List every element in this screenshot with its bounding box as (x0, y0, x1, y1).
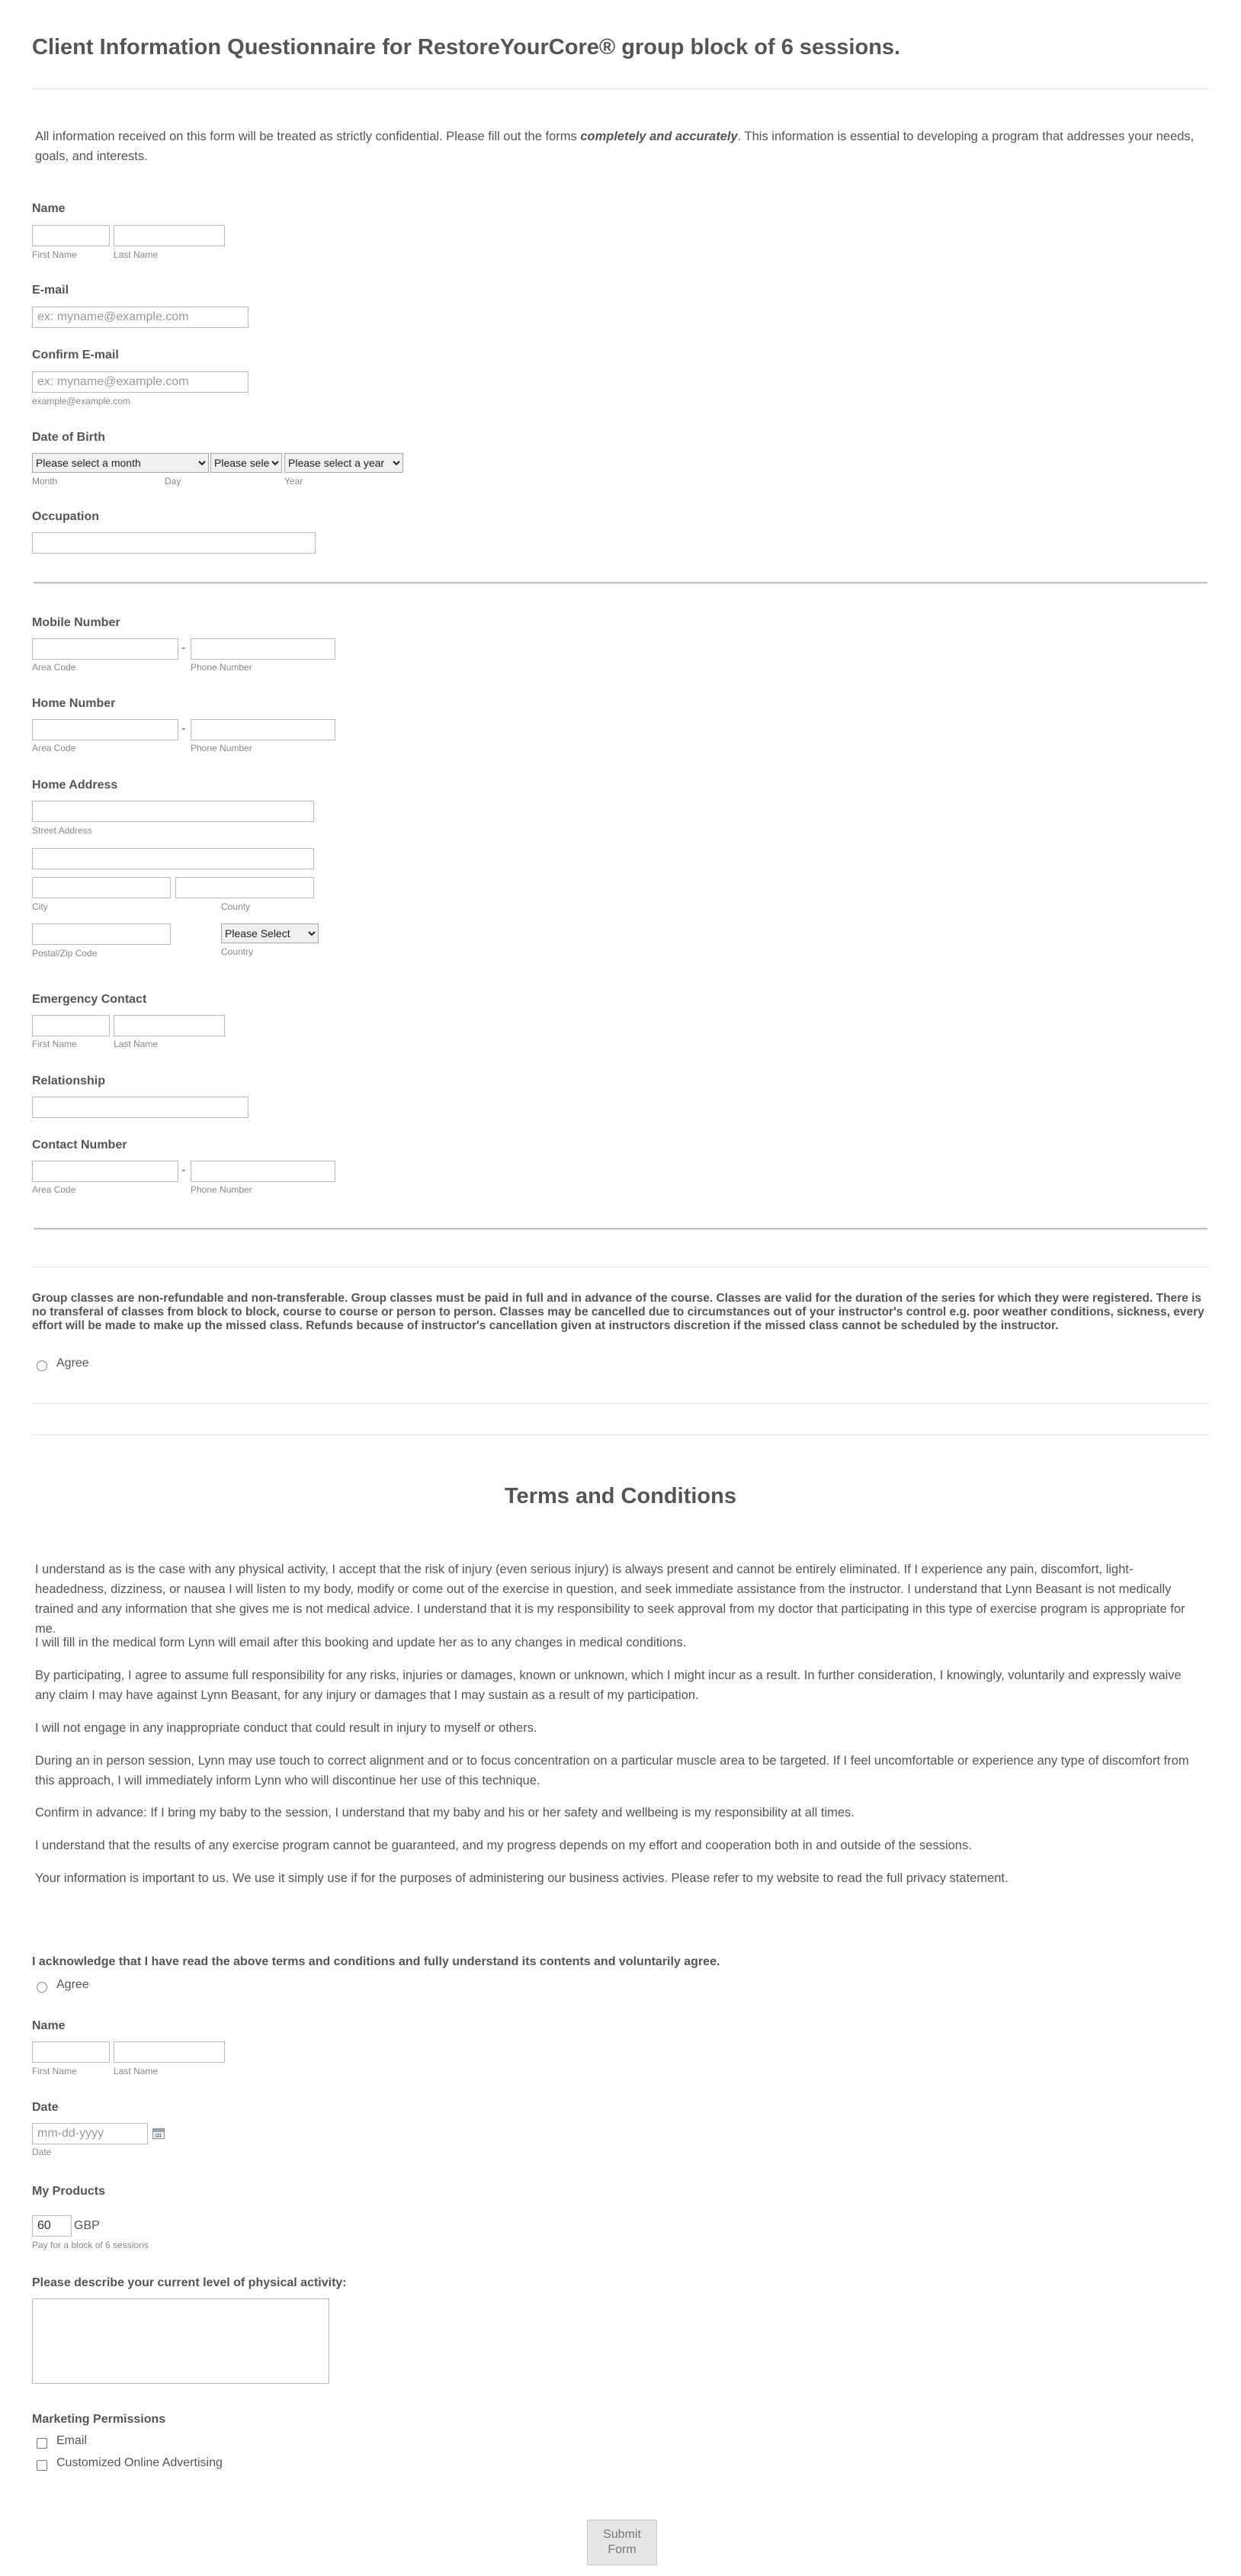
email-option-label[interactable]: Email (56, 2434, 88, 2447)
dob-month-sublabel: Month (32, 476, 58, 487)
mobile-label: Mobile Number (32, 616, 120, 629)
country-sublabel: Country (221, 946, 254, 957)
contact-number-label: Contact Number (32, 1139, 127, 1151)
terms-paragraph: Confirm in advance: If I bring my baby to the session, I understand that my baby and his or her safety and wellbeing is my responsibility at all times. (35, 1806, 855, 1820)
confirm-email-input[interactable] (32, 371, 249, 393)
phone-number-sublabel: Phone Number (191, 743, 252, 753)
contact-phone-input[interactable] (191, 1161, 335, 1182)
home-area-code-input[interactable] (32, 719, 178, 740)
last-name-input[interactable] (114, 225, 225, 246)
area-code-sublabel: Area Code (32, 1184, 76, 1195)
home-number-label: Home Number (32, 697, 116, 710)
first-name-input[interactable] (32, 225, 110, 246)
activity-textarea[interactable] (32, 2298, 329, 2384)
dob-day-select[interactable] (210, 453, 282, 473)
email-input[interactable] (32, 307, 249, 328)
city-sublabel: City (32, 901, 48, 912)
contact-area-code-input[interactable] (32, 1161, 178, 1182)
date-label: Date (32, 2101, 59, 2114)
last-name-sublabel: Last Name (114, 249, 159, 260)
postal-code-sublabel: Postal/Zip Code (32, 948, 98, 959)
policy-text: Group classes are non-refundable and non-transferable. Group classes must be paid in full and in advance of the course. Classes are valid for the duration of the series for which they were registered. There is no transferal of classes from block to block, course to course or person to person. Classes may be cancelled due to circumstances out of your instructor's control e.g. poor weather conditions, sickness, every effort will be made to make up the missed class. Refunds because of instructor's cancellation given at instructors discretion if the missed class cannot be scheduled by the instructor. (32, 1292, 1204, 1332)
street-address-line2-input[interactable] (32, 848, 314, 869)
emergency-first-name-input[interactable] (32, 1015, 110, 1036)
acknowledge-agree-radio[interactable] (37, 1982, 47, 1993)
currency-label: GBP (74, 2219, 100, 2232)
county-input[interactable] (175, 877, 314, 898)
area-code-sublabel: Area Code (32, 743, 76, 753)
city-input[interactable] (32, 877, 171, 898)
last-name-sublabel: Last Name (114, 2066, 159, 2077)
advertising-option-label[interactable]: Customized Online Advertising (56, 2456, 223, 2469)
terms-paragraph: I understand as is the case with any physical activity, I accept that the risk of injury (even serious injury) is always present and cannot be entirely eliminated. If I experience any pain, discomfort, light-headedness, dizziness, or nausea I will listen to my body, modify or come out of the exercise in question, and seek immediate assistance from the instructor. I understand that Lynn Beasant is not medically trained and any information that she gives me is not medical advice. I understand that it is my responsibility to seek approval from my doctor that participating in this type of exercise program is appropriate for me. (35, 1563, 1185, 1636)
terms-paragraph: During an in person session, Lynn may use touch to correct alignment and or to focus concentration on a particular muscle area to be targeted. If I feel uncomfortable or experience any type of discomfort from this approach, I will immediately inform Lynn who will discontinue her use of this technique. (35, 1754, 1189, 1787)
home-address-label: Home Address (32, 779, 118, 792)
dob-month-select[interactable] (32, 453, 209, 473)
acknowledge-label: I acknowledge that I have read the above terms and conditions and fully understand its contents and voluntarily agree. (32, 1955, 720, 1968)
policy-agree-radio[interactable] (37, 1360, 47, 1371)
first-name-sublabel: First Name (32, 2066, 77, 2077)
occupation-input[interactable] (32, 532, 316, 554)
terms-paragraph: I will fill in the medical form Lynn will email after this booking and update her as to any changes in medical conditions. (35, 1636, 687, 1649)
dash: - (181, 1164, 186, 1177)
section-divider (34, 1228, 1207, 1230)
acknowledge-agree-label[interactable]: Agree (56, 1978, 89, 1991)
dob-year-select[interactable] (284, 453, 403, 473)
mobile-phone-input[interactable] (191, 638, 335, 660)
terms-paragraph: I will not engage in any inappropriate conduct that could result in injury to myself or others. (35, 1721, 537, 1735)
confirm-email-label: Confirm E-mail (32, 348, 119, 361)
products-label: My Products (32, 2185, 106, 2198)
home-phone-input[interactable] (191, 719, 335, 740)
occupation-label: Occupation (32, 510, 100, 523)
email-checkbox[interactable] (37, 2438, 47, 2449)
dob-label: Date of Birth (32, 431, 105, 444)
first-name-sublabel: First Name (32, 249, 77, 260)
form-title: Client Information Questionnaire for RestoreYourCore® group block of 6 sessions. (32, 35, 901, 59)
street-address-sublabel: Street Address (32, 825, 92, 836)
dash: - (181, 641, 186, 654)
terms-paragraph: Your information is important to us. We use it simply use if for the purposes of administering our business activies. Please refer to my website to read the full privacy statement. (35, 1871, 1009, 1885)
emergency-last-name-input[interactable] (114, 1015, 225, 1036)
mobile-area-code-input[interactable] (32, 638, 178, 660)
last-name-sublabel: Last Name (114, 1039, 159, 1049)
intro-text: All information received on this form will be treated as strictly confidential. Please fill out the forms completely and accurately. This information is essential to developing a program that addresses your needs, goals, and interests. (35, 130, 1195, 163)
phone-number-sublabel: Phone Number (191, 662, 252, 673)
advertising-checkbox[interactable] (37, 2460, 47, 2471)
country-select[interactable] (221, 923, 319, 943)
date-input[interactable] (32, 2123, 148, 2144)
signature-first-name-input[interactable] (32, 2041, 110, 2063)
terms-title: Terms and Conditions (505, 1484, 736, 1508)
confirm-email-sublabel: example@example.com (32, 396, 130, 406)
submit-button[interactable]: Submit Form (587, 2520, 657, 2565)
relationship-label: Relationship (32, 1074, 106, 1087)
emergency-contact-label: Emergency Contact (32, 993, 147, 1006)
terms-paragraph: By participating, I agree to assume full responsibility for any risks, injuries or damages, known or unknown, which I might incur as a result. In further consideration, I knowingly, voluntarily and expressly waive any claim I may have against Lynn Beasant, for any injury or damages that I may sustain as a result of my participation. (35, 1669, 1182, 1702)
signature-last-name-input[interactable] (114, 2041, 225, 2063)
calendar-icon[interactable] (152, 2128, 165, 2139)
divider (32, 88, 1209, 89)
quantity-input[interactable] (32, 2215, 72, 2237)
name-label: Name (32, 2019, 66, 2032)
dob-day-sublabel: Day (165, 476, 181, 487)
first-name-sublabel: First Name (32, 1039, 77, 1049)
product-description: Pay for a block of 6 sessions (32, 2240, 149, 2250)
name-label: Name (32, 202, 66, 215)
phone-number-sublabel: Phone Number (191, 1184, 252, 1195)
dob-year-sublabel: Year (284, 476, 303, 487)
postal-code-input[interactable] (32, 923, 171, 945)
policy-agree-label[interactable]: Agree (56, 1357, 89, 1370)
marketing-label: Marketing Permissions (32, 2413, 166, 2426)
activity-label: Please describe your current level of physical activity: (32, 2276, 347, 2289)
county-sublabel: County (221, 901, 251, 912)
relationship-input[interactable] (32, 1097, 249, 1118)
divider (32, 1434, 1209, 1435)
email-label: E-mail (32, 284, 69, 297)
street-address-input[interactable] (32, 801, 314, 822)
dash: - (181, 722, 186, 735)
divider (32, 1403, 1209, 1404)
area-code-sublabel: Area Code (32, 662, 76, 673)
date-sublabel: Date (32, 2147, 52, 2157)
section-divider (34, 582, 1207, 584)
terms-paragraph: I understand that the results of any exercise program cannot be guaranteed, and my progress depends on my effort and cooperation both in and outside of the sessions. (35, 1839, 972, 1852)
